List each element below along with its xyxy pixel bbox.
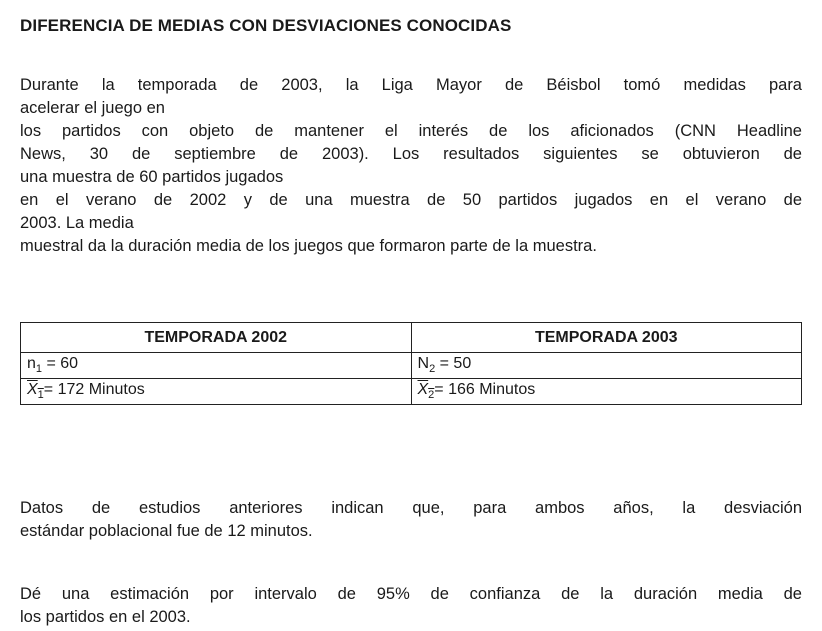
text-line: muestral da la duración media de los juegos que formaron parte de la muestra.: [20, 237, 597, 255]
sample-mean-2003: [411, 379, 802, 405]
sample-size-2003: [411, 353, 802, 379]
sample-mean-2002: [21, 379, 412, 405]
problem-statement: [20, 74, 802, 258]
symbol-x-bar: $\overline{X}$: [27, 381, 38, 399]
table-row: [21, 353, 802, 379]
text-line: Durante la temporada de 2003, la Liga Mayor de Béisbol tomó medidas para: [20, 76, 802, 94]
question-paragraph: [20, 583, 802, 629]
text-line: los partidos con objeto de mantener el interés de los aficionados (CNN Headline: [20, 122, 802, 140]
text-line: una muestra de 60 partidos jugados: [20, 168, 284, 186]
text-line: Datos de estudios anteriores indican que, para ambos años, la desviación: [20, 499, 802, 517]
table-header-row: [21, 323, 802, 353]
text-line: Dé una estimación por intervalo de 95% de confianza de la duración media de: [20, 585, 802, 603]
prior-studies-paragraph: [20, 497, 802, 543]
symbol-x-bar: $\overline{X}$: [417, 381, 429, 399]
text-line: en el verano de 2002 y de una muestra de 50 partidos jugados en el verano de: [20, 191, 802, 209]
season-data-table: [20, 322, 802, 405]
text-line: estándar poblacional fue de 12 minutos.: [20, 522, 313, 540]
value: = 172 Minutos: [43, 381, 145, 399]
sample-size-2002: [21, 353, 412, 379]
text-line: 2003. La media: [20, 214, 134, 232]
subscript: 2: [428, 389, 435, 402]
document-title: DIFERENCIA DE MEDIAS CON DESVIACIONES CONOCIDAS: [20, 16, 512, 35]
symbol-n: N: [417, 355, 430, 373]
subscript: 1: [37, 389, 44, 402]
symbol-n: n: [27, 355, 36, 373]
header-season-2003: TEMPORADA 2003: [411, 323, 802, 353]
subscript: 2: [429, 363, 436, 376]
value: = 50: [435, 355, 472, 373]
text-line: los partidos en el 2003.: [20, 608, 191, 626]
header-season-2002: TEMPORADA 2002: [21, 323, 412, 353]
text-line: acelerar el juego en: [20, 99, 165, 117]
table-row: [21, 379, 802, 405]
value: = 60: [42, 355, 79, 373]
subscript: 1: [35, 363, 43, 376]
value: = 166 Minutos: [434, 381, 536, 399]
text-line: News, 30 de septiembre de 2003). Los resultados siguientes se obtuvieron de: [20, 145, 802, 163]
